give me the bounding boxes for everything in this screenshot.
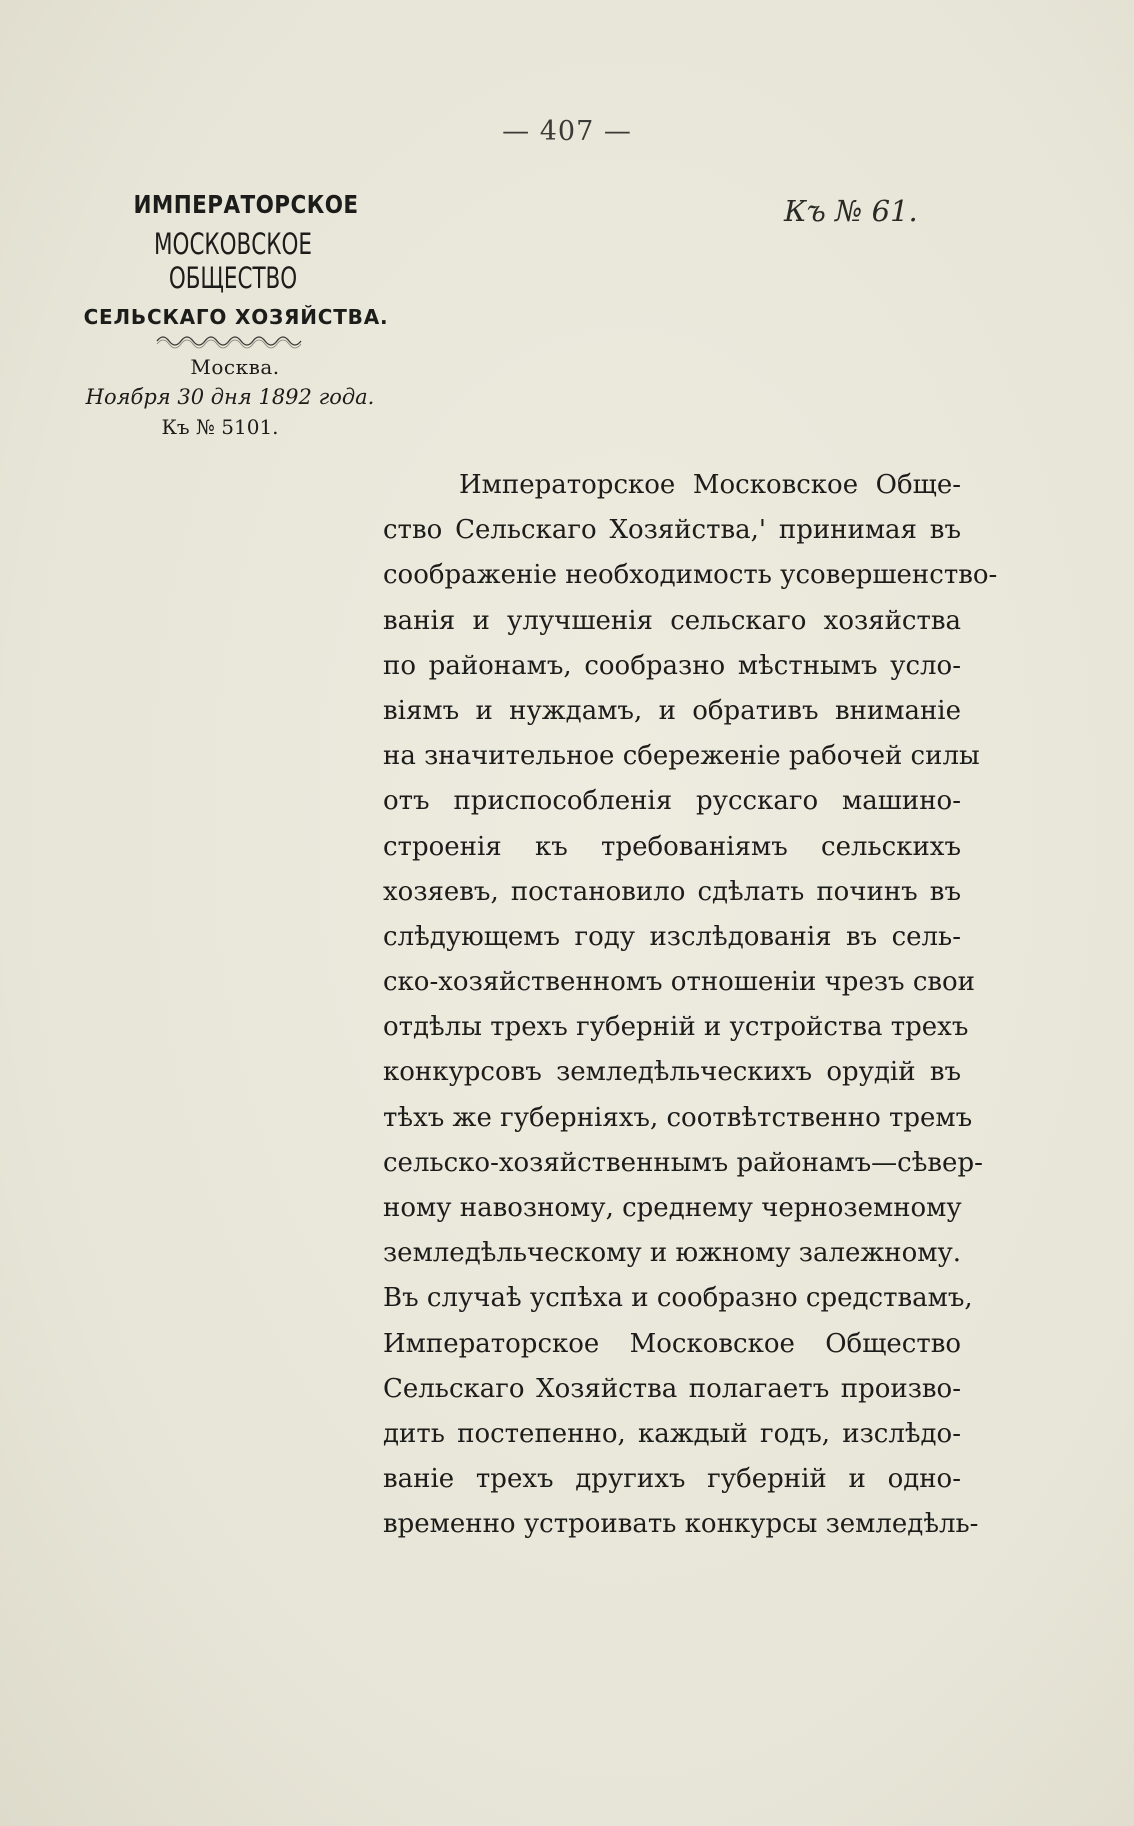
body-line: тѣхъ же губерніяхъ, соотвѣтственно тремъ [383,1102,973,1133]
letterhead-number: Къ № 5101. [161,415,279,439]
body-line: временно устроивать конкурсы земледѣль- [383,1509,979,1540]
body-paragraph [383,463,998,1548]
body-line: ваніе трехъ другихъ губерній и одно- [383,1464,961,1495]
page-number: — 407 — [502,116,632,147]
body-line: ному навозному, среднему черноземному [383,1193,962,1223]
body-line: хозяевъ, постановило сдѣлать починъ въ [383,876,961,907]
body-line: слѣдующемъ году изслѣдованія въ сель- [383,921,961,952]
body-line: строенія къ требованіямъ сельскихъ [383,831,961,862]
body-line: ванія и улучшенія сельскаго хозяйства [383,605,961,636]
body-line: по районамъ, сообразно мѣстнымъ усло- [383,650,961,681]
body-line: земледѣльческому и южному залежному. [383,1238,962,1269]
body-line: ство Сельскаго Хозяйства,' принимая въ [383,515,961,546]
letterhead [83,190,410,439]
letterhead-city: Москва. [190,355,280,379]
wavy-ornament-icon [155,331,305,351]
body-line: отъ приспособленія русскаго машино- [383,786,961,817]
letterhead-date: Ноября 30 дня 1892 года. [85,385,375,409]
letterhead-line-agriculture: СЕЛЬСКАГО ХОЗЯЙСТВА. [83,305,389,329]
body-line: дить постепенно, каждый годъ, изслѣдо- [383,1418,961,1449]
letterhead-line-imperial: ИМПЕРАТОРСКОЕ [133,190,359,219]
body-line: отдѣлы трехъ губерній и устройства трехъ [383,1012,969,1043]
reference-number: Къ № 61. [784,194,918,228]
body-line: на значительное сбереженіе рабочей силы [383,741,980,772]
body-line: ско-хозяйственномъ отношеніи чрезъ свои [383,967,975,998]
body-line: конкурсовъ земледѣльческихъ орудій въ [383,1057,961,1088]
body-line: сельско-хозяйственнымъ районамъ—сѣвер- [383,1147,983,1178]
body-line: віямъ и нуждамъ, и обративъ вниманіе [383,695,961,726]
body-line: Сельскаго Хозяйства полагаетъ произво- [383,1373,961,1404]
body-line: Въ случаѣ успѣха и сообразно средствамъ, [383,1283,973,1314]
body-line: Императорское Московское Обще- [459,470,961,500]
letterhead-line-society: МОСКОВСКОЕ ОБЩЕСТВО [154,227,312,295]
ornament-divider [50,331,410,351]
body-line: соображеніе необходимость усовершенство- [383,560,998,591]
body-line: Императорское Московское Общество [383,1328,961,1359]
